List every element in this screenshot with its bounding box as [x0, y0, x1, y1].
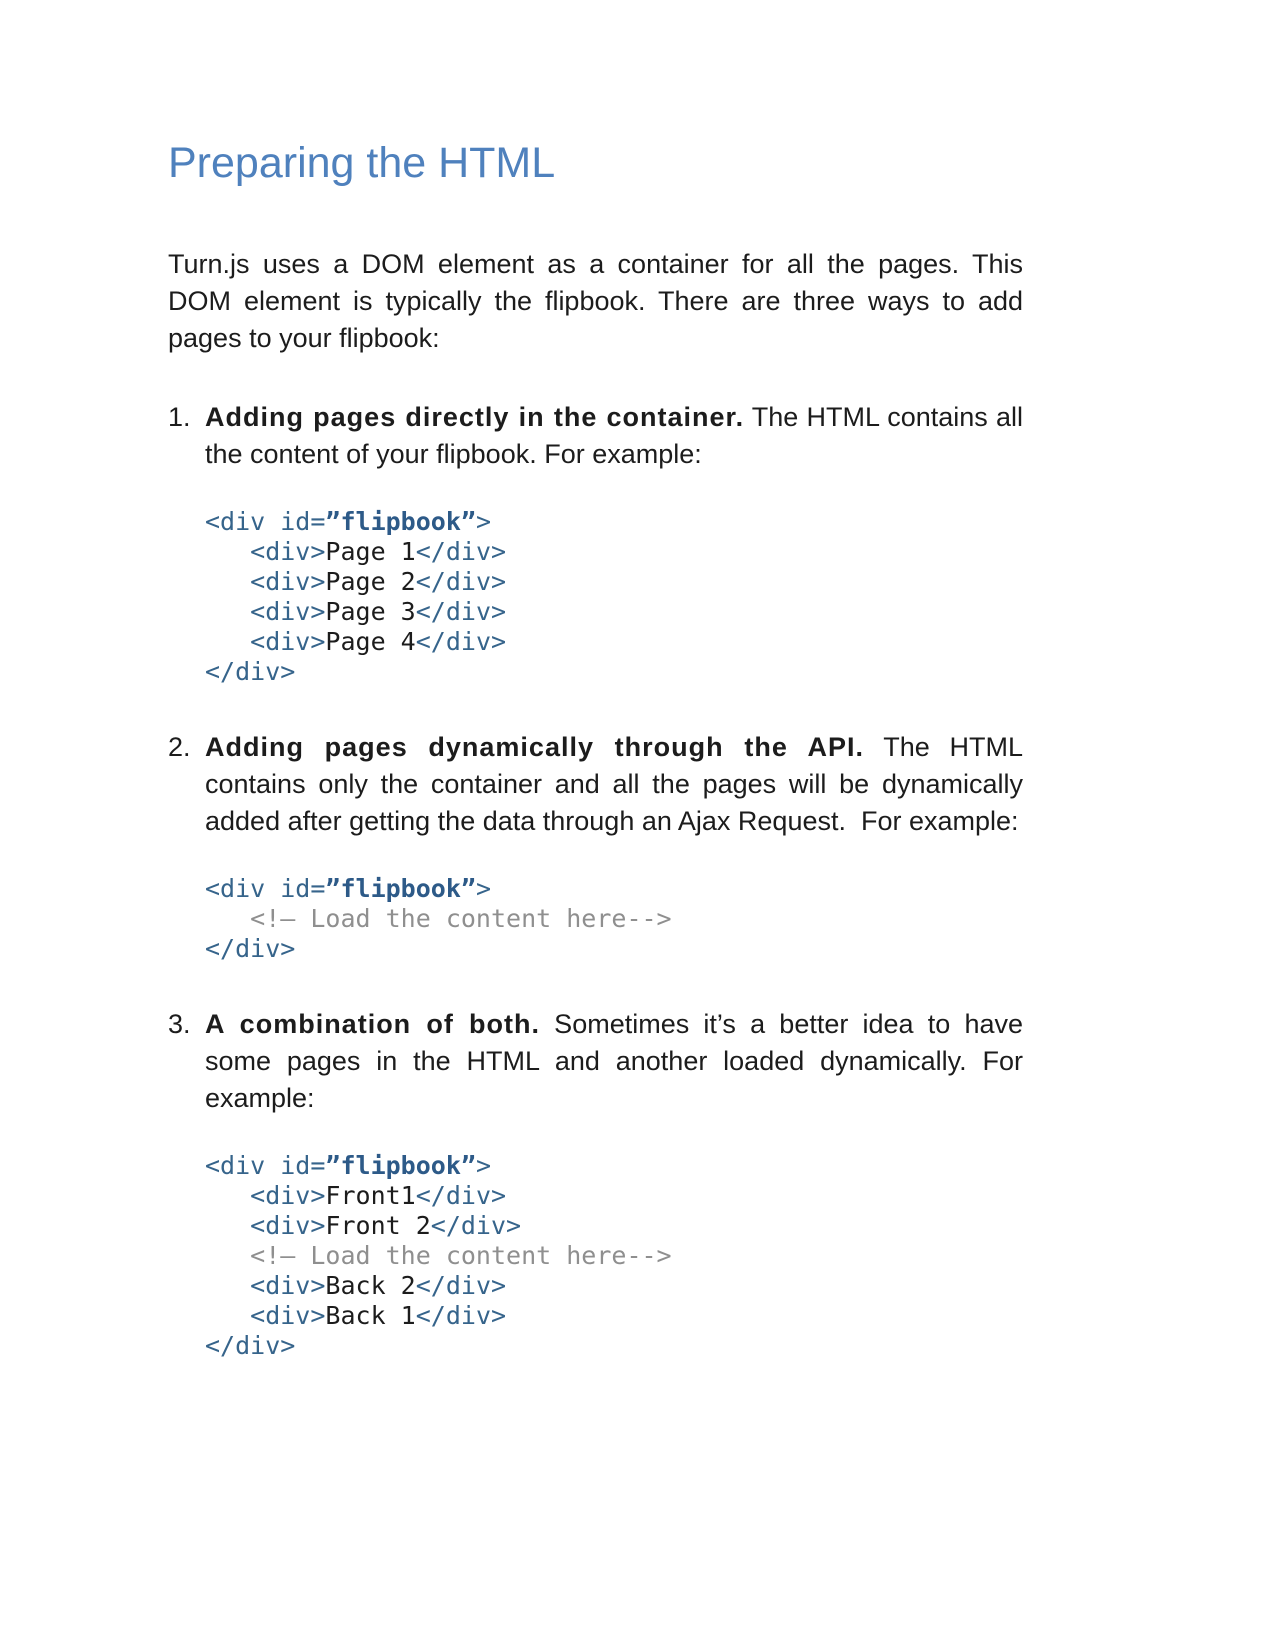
code-line: <div>Back 1</div> — [205, 1300, 507, 1330]
code-block-2 — [205, 874, 1023, 964]
list-item-3 — [168, 1006, 1023, 1117]
list-item-2 — [168, 729, 1023, 840]
code-block-1 — [205, 507, 1023, 687]
list-item-3-text: Sometimes it’s a better idea to have some pages in the HTML and another loaded dynamically. For example: — [205, 1008, 1024, 1113]
list-item-2-lead: Adding pages dynamically through the API. — [205, 731, 865, 762]
list-item-1 — [168, 399, 1023, 473]
list-item-3-lead: A combination of both. — [205, 1008, 540, 1039]
code-line: <div>Page 3</div> — [205, 596, 507, 626]
code-line: <div id=”flipbook”> — [205, 1150, 491, 1180]
code-line: <div>Page 2</div> — [205, 566, 507, 596]
code-line: <div>Front 2</div> — [205, 1210, 522, 1240]
code-line: </div> — [205, 1330, 296, 1360]
code-line: </div> — [205, 933, 296, 963]
code-line: <!– Load the content here--> — [250, 903, 672, 933]
code-line: <div id=”flipbook”> — [205, 873, 491, 903]
page-title: Preparing the HTML — [168, 139, 556, 187]
list-item-2-number: 2. — [168, 731, 191, 762]
intro-paragraph: Turn.js uses a DOM element as a container for all the pages. This DOM element is typically the flipbook. There are three ways to add pages to your flipbook: — [168, 248, 1023, 353]
code-line: <div>Page 1</div> — [205, 536, 507, 566]
code-line: <!– Load the content here--> — [250, 1240, 672, 1270]
code-block-3 — [205, 1151, 1023, 1361]
code-line: <div>Back 2</div> — [205, 1270, 507, 1300]
document-content — [168, 138, 1023, 1361]
code-line: <div>Page 4</div> — [205, 626, 507, 656]
code-line: <div id=”flipbook”> — [205, 506, 491, 536]
list-item-3-number: 3. — [168, 1008, 191, 1039]
list-item-1-lead: Adding pages directly in the container. — [205, 401, 745, 432]
list-item-1-number: 1. — [168, 401, 191, 432]
list-item-2-text: The HTML contains only the container and all the pages will be dynamically added after getting the data through an Ajax Request. For example: — [205, 731, 1023, 836]
code-line: <div>Front1</div> — [205, 1180, 507, 1210]
code-line: </div> — [205, 656, 296, 686]
list-item-1-text: The HTML contains all the content of your flipbook. For example: — [205, 401, 1023, 469]
